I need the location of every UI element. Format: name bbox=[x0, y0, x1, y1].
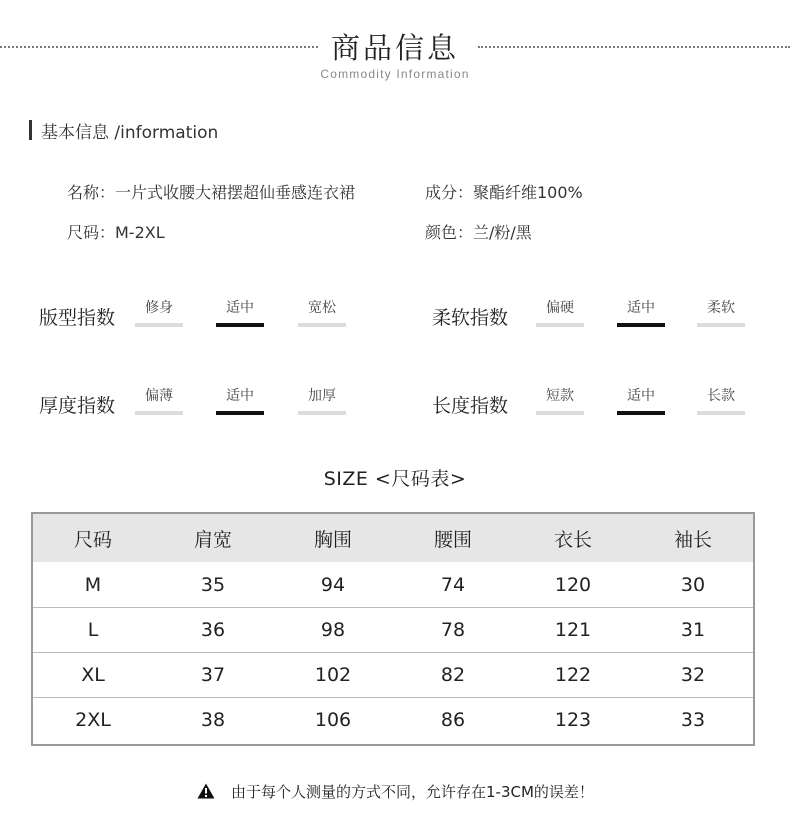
fit-option-medium bbox=[216, 298, 264, 327]
thickness-option-thin-bar bbox=[135, 411, 183, 415]
table-cell: 98 bbox=[320, 619, 346, 641]
thickness-option-thick-bar bbox=[298, 411, 346, 415]
table-cell: L bbox=[87, 619, 99, 641]
table-header-cell: 尺码 bbox=[73, 528, 112, 551]
fit-option-loose-label: 宽松 bbox=[308, 300, 336, 316]
info-color: 颜色：兰/粉/黑 bbox=[425, 223, 532, 242]
table-row bbox=[33, 607, 753, 652]
section-marker bbox=[29, 120, 32, 140]
section-title-basic-info: 基本信息 /information bbox=[41, 123, 219, 143]
table-cell: 38 bbox=[200, 709, 226, 731]
length-option-medium-bar bbox=[617, 411, 665, 415]
table-cell: 106 bbox=[314, 709, 352, 731]
length-option-medium bbox=[617, 386, 665, 415]
length-option-short-bar bbox=[536, 411, 584, 415]
softness-option-hard-bar bbox=[536, 323, 584, 327]
table-cell: 121 bbox=[554, 619, 592, 641]
table-cell: 123 bbox=[554, 709, 592, 731]
table-cell: 86 bbox=[440, 709, 466, 731]
softness-option-soft bbox=[697, 298, 745, 327]
table-cell: 78 bbox=[440, 619, 466, 641]
info-composition: 成分：聚酯纤维100% bbox=[425, 183, 583, 202]
softness-option-hard bbox=[536, 298, 584, 327]
table-header-cell: 腰围 bbox=[433, 528, 472, 551]
thickness-option-thin-label: 偏薄 bbox=[145, 388, 173, 404]
fit-option-loose-bar bbox=[298, 323, 346, 327]
table-header-row bbox=[33, 514, 753, 562]
thickness-option-thick bbox=[298, 386, 346, 415]
thickness-index-label: 厚度指数 bbox=[39, 395, 116, 417]
length-option-long bbox=[697, 386, 745, 415]
fit-option-slim-label: 修身 bbox=[145, 300, 173, 316]
warning-icon bbox=[197, 783, 215, 799]
table-cell: 82 bbox=[440, 664, 466, 686]
fit-option-loose bbox=[298, 298, 346, 327]
fit-option-slim bbox=[135, 298, 183, 327]
length-option-short bbox=[536, 386, 584, 415]
table-cell: 122 bbox=[554, 664, 592, 686]
table-row bbox=[33, 562, 753, 607]
thickness-option-medium-bar bbox=[216, 411, 264, 415]
table-cell: 74 bbox=[440, 573, 466, 596]
page-title: 商品信息 bbox=[330, 31, 459, 65]
table-cell: M bbox=[84, 573, 102, 596]
softness-option-soft-label: 柔软 bbox=[707, 300, 735, 316]
thickness-option-thick-label: 加厚 bbox=[308, 388, 336, 404]
table-cell: 36 bbox=[200, 619, 226, 641]
info-size: 尺码：M-2XL bbox=[67, 223, 165, 242]
table-cell: 37 bbox=[200, 664, 226, 686]
softness-option-soft-bar bbox=[697, 323, 745, 327]
softness-option-medium-bar bbox=[617, 323, 665, 327]
table-cell: 2XL bbox=[75, 709, 111, 731]
info-name: 名称：一片式收腰大裙摆超仙垂感连衣裙 bbox=[67, 183, 356, 202]
table-cell: XL bbox=[81, 664, 105, 686]
page-subtitle: Commodity Information bbox=[320, 67, 470, 81]
fit-option-medium-label: 适中 bbox=[226, 300, 254, 316]
length-index-label: 长度指数 bbox=[432, 395, 509, 417]
table-header-cell: 胸围 bbox=[313, 528, 352, 551]
fit-option-medium-bar bbox=[216, 323, 264, 327]
table-cell: 31 bbox=[680, 619, 706, 641]
thickness-option-thin bbox=[135, 386, 183, 415]
softness-option-hard-label: 偏硬 bbox=[546, 300, 574, 316]
softness-index-label: 柔软指数 bbox=[432, 307, 509, 329]
measurement-note: 由于每个人测量的方式不同，允许存在1-3CM的误差！ bbox=[231, 783, 594, 801]
softness-option-medium-label: 适中 bbox=[627, 300, 655, 316]
length-option-long-label: 长款 bbox=[707, 388, 735, 404]
table-cell: 120 bbox=[554, 573, 592, 596]
fit-index-label: 版型指数 bbox=[39, 307, 116, 329]
length-option-medium-label: 适中 bbox=[627, 388, 655, 404]
table-row bbox=[33, 652, 753, 697]
size-table bbox=[31, 512, 755, 746]
softness-option-medium bbox=[617, 298, 665, 327]
thickness-option-medium bbox=[216, 386, 264, 415]
length-option-short-label: 短款 bbox=[546, 388, 574, 404]
table-cell: 30 bbox=[680, 573, 706, 596]
table-cell: 33 bbox=[680, 709, 706, 731]
length-option-long-bar bbox=[697, 411, 745, 415]
thickness-option-medium-label: 适中 bbox=[226, 388, 254, 404]
fit-option-slim-bar bbox=[135, 323, 183, 327]
table-row bbox=[33, 697, 753, 742]
table-cell: 102 bbox=[314, 664, 352, 686]
table-cell: 32 bbox=[680, 664, 706, 686]
table-cell: 35 bbox=[200, 573, 226, 596]
table-header-cell: 肩宽 bbox=[193, 528, 232, 551]
table-header-cell: 衣长 bbox=[553, 528, 592, 551]
size-table-title: SIZE <尺码表> bbox=[323, 468, 467, 490]
table-header-cell: 袖长 bbox=[673, 528, 712, 551]
table-cell: 94 bbox=[320, 573, 346, 596]
